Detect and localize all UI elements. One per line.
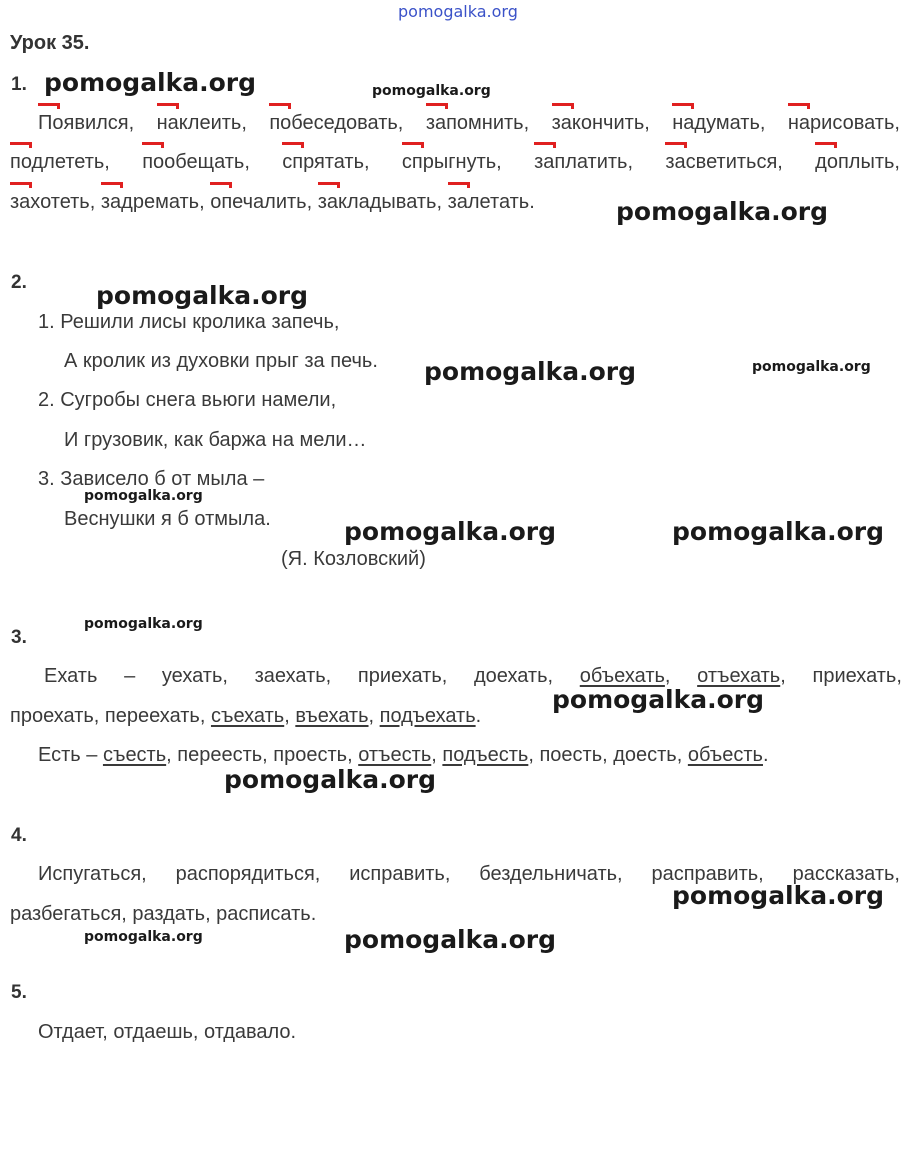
watermark: pomogalka.org [752,359,871,375]
section-1-number: 1. [11,74,27,95]
word: исправить, [349,863,451,885]
word: – [124,665,136,687]
section-3-number: 3. [11,627,27,648]
word: заплатить, [534,151,634,173]
word: спрыгнуть, [401,151,502,173]
poem-line: Веснушки я б отмыла. [64,508,271,530]
watermark: pomogalka.org [96,281,309,310]
word: наклеить, [156,112,247,134]
underlined-word: съесть [102,744,167,766]
word-group: объехать, [579,665,671,687]
word: заехать, [254,665,332,687]
watermark: pomogalka.org [44,68,257,97]
watermark: pomogalka.org [224,765,437,794]
section-5-line-1: Отдает, отдаешь, отдавало. [38,1021,297,1043]
word-group: объесть. [687,744,769,766]
word: Ехать [44,665,98,687]
word-group: съесть, [102,744,172,766]
word: проесть, [273,744,353,766]
word: бездельничать, [479,863,623,885]
word: задремать, [100,191,205,213]
section-1-line-3 [10,191,535,214]
word: доесть, [613,744,683,766]
word-group: въехать, [295,705,375,727]
poem-line: И грузовик, как баржа на мели… [64,429,367,451]
word: переесть, [177,744,268,766]
word: переехать, [104,705,206,727]
underlined-word: подъехать [379,705,476,727]
watermark-top: pomogalka.org [398,2,518,21]
word-group: подъесть, [442,744,534,766]
section-3-line-3 [38,744,769,767]
word-group: отъесть, [358,744,437,766]
word: залетать. [447,191,535,213]
word: приехать, [357,665,448,687]
underlined-word: отъехать [697,665,781,687]
word: спрятать, [282,151,370,173]
word: закладывать, [317,191,443,213]
section-5-number: 5. [11,982,27,1003]
watermark: pomogalka.org [84,488,203,504]
word-group: подъехать. [379,705,482,727]
watermark: pomogalka.org [344,517,557,546]
watermark: pomogalka.org [344,925,557,954]
section-3-line-2 [10,705,481,728]
word: доплыть, [815,151,900,173]
word: доехать, [474,665,554,687]
section-3-line-1 [44,665,902,688]
lesson-title: Урок 35. [10,32,90,54]
watermark: pomogalka.org [372,83,491,99]
section-2-number: 2. [11,272,27,293]
section-1-line-2 [10,151,900,174]
word: пообещать, [142,151,250,173]
word: поесть, [539,744,608,766]
word: побеседовать, [269,112,404,134]
watermark: pomogalka.org [552,685,765,714]
word: засветиться, [665,151,783,173]
watermark: pomogalka.org [672,881,885,910]
underlined-word: объесть [687,744,763,766]
underlined-word: съехать [210,705,285,727]
word: подлететь, [10,151,110,173]
poem-line: А кролик из духовки прыг за печь. [64,350,378,372]
word: запомнить, [425,112,530,134]
poem-line: 1. Решили лисы кролика запечь, [38,311,340,333]
word: Есть – [38,744,98,766]
poem-author: (Я. Козловский) [281,548,426,570]
section-4-number: 4. [11,825,27,846]
word: приехать, [812,665,902,687]
word: Испугаться, [38,863,147,885]
word: закончить, [551,112,650,134]
word: уехать, [161,665,228,687]
word: нарисовать, [787,112,900,134]
word: опечалить, [210,191,313,213]
word: захотеть, [10,191,96,213]
underlined-word: въехать [295,705,369,727]
underlined-word: подъесть [442,744,529,766]
word: надумать, [672,112,766,134]
poem-line: 2. Сугробы снега вьюги намели, [38,389,337,411]
word-group: отъехать, [697,665,786,687]
watermark: pomogalka.org [616,197,829,226]
word: распорядиться, [175,863,321,885]
watermark: pomogalka.org [84,616,203,632]
word: проехать, [10,705,100,727]
section-1-line-1 [38,112,900,135]
watermark: pomogalka.org [672,517,885,546]
underlined-word: объехать [579,665,665,687]
watermark: pomogalka.org [424,357,637,386]
word: Появился, [38,112,135,134]
word: расправить, [651,863,764,885]
underlined-word: отъесть [358,744,432,766]
word: рассказать, [792,863,900,885]
poem-line: 3. Зависело б от мыла – [38,468,265,490]
section-4-line-2: разбегаться, раздать, расписать. [10,903,317,925]
word-group: съехать, [210,705,290,727]
watermark: pomogalka.org [84,929,203,945]
